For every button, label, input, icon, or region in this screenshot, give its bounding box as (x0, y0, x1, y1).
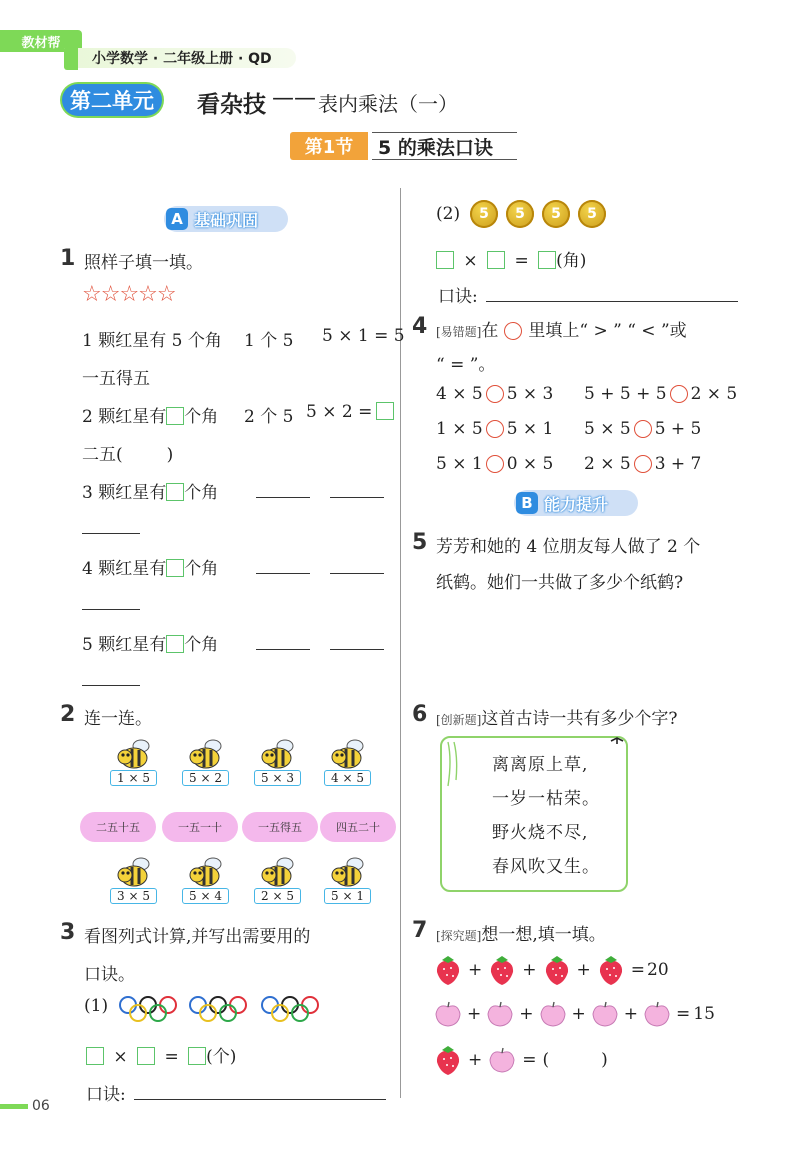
flower-cloud[interactable]: 二五十五 (80, 812, 156, 842)
q5-line2: 纸鹤。她们一共做了多少个纸鹤? (436, 573, 684, 593)
q1-row4-blank-2[interactable] (330, 572, 384, 574)
bee-expression: 5 × 3 (254, 770, 301, 786)
strawberry-icon (434, 954, 462, 986)
column-divider (400, 188, 401, 1098)
q1-row3-blank-2[interactable] (330, 496, 384, 498)
q1-row4-text-b: 个角 (184, 559, 219, 579)
q6-tag: [创新题] (436, 713, 482, 727)
q7-number: 7 (412, 918, 428, 943)
q2-number: 2 (60, 702, 76, 727)
poem-line: 一岁一枯荣。 (492, 789, 600, 809)
part-a-letter: A (166, 208, 188, 230)
q4-number: 4 (412, 314, 428, 339)
coin-icon: 5 (578, 200, 606, 228)
section-label: 第1节 (290, 132, 368, 160)
q7-tag: [探究题] (436, 929, 482, 943)
bee-item (108, 856, 158, 910)
q4-expr: 5 × 3 (506, 384, 554, 404)
bee-item (322, 856, 372, 910)
unit-dash: —— (272, 86, 316, 111)
q1-row2-text-b: 个角 (184, 407, 219, 427)
q1-row2-koujue-b: ) (166, 445, 174, 465)
bee-icon (258, 738, 298, 770)
q6-prompt-text: 这首古诗一共有多少个字? (481, 709, 678, 729)
bee-expression: 5 × 2 (182, 770, 229, 786)
q3-part1-equation (86, 1042, 236, 1067)
poem-box (440, 736, 628, 892)
bee-icon (258, 856, 298, 888)
q6-number: 6 (412, 702, 428, 727)
q4-expr: 5 + 5 + 5 (584, 384, 667, 404)
plus-sign: + (467, 1004, 482, 1024)
bee-expression: 2 × 5 (254, 888, 301, 904)
coin-icon: 5 (542, 200, 570, 228)
q1-row2-text-a: 2 颗红星有 (82, 407, 167, 427)
equals-sign: = (676, 1004, 691, 1024)
q4-expr: 5 × 1 (436, 454, 483, 474)
unit-subtitle: 表内乘法（一） (318, 92, 458, 116)
q1-row5-text-a: 5 颗红星有 (82, 635, 167, 655)
q3-number: 3 (60, 920, 76, 945)
coin-icon: 5 (506, 200, 534, 228)
bee-expression: 5 × 1 (324, 888, 371, 904)
q3-part2-koujue-label: 口诀: (438, 287, 478, 307)
q4-prompt-c: “ = ”。 (436, 355, 496, 375)
plus-sign: + (468, 1050, 483, 1070)
q4-expr: 3 + 7 (654, 454, 702, 474)
bee-item (252, 856, 302, 910)
bird-icon (610, 736, 624, 746)
bee-expression: 3 × 5 (110, 888, 157, 904)
q1-row5-text-b: 个角 (184, 635, 219, 655)
strawberry-icon (488, 954, 516, 986)
part-a-header (164, 206, 288, 232)
q2-top-row (108, 738, 388, 792)
q4-compare-circle[interactable] (670, 385, 688, 403)
poem-line: 春风吹又生。 (492, 857, 600, 877)
q3-prompt-a: 看图列式计算,并写出需要用的 (84, 927, 311, 947)
q4-compare-circle[interactable] (486, 385, 504, 403)
equals-sign: = (522, 1050, 537, 1070)
q7-row1-result: 20 (647, 960, 669, 980)
q1-row5-blank-1[interactable] (256, 648, 310, 650)
q1-row5-answer-box[interactable] (166, 635, 184, 653)
plus-sign: + (623, 1004, 638, 1024)
q3-part2-equation (436, 246, 586, 271)
apple-icon (643, 1000, 671, 1028)
q1-row2-eq: 5 × 2 = (306, 402, 373, 422)
q5-number: 5 (412, 530, 428, 555)
plus-sign: + (576, 960, 591, 980)
part-a-title: 基础巩固 (194, 210, 259, 230)
q4-expr: 0 × 5 (506, 454, 554, 474)
book-badge: 教材帮 (0, 30, 82, 52)
q7-prompt (436, 920, 606, 945)
unit-title: 看杂技 (197, 92, 266, 118)
equals-sign: = (164, 1047, 179, 1067)
q1-number: 1 (60, 246, 76, 271)
q1-row4-blank-1[interactable] (256, 572, 310, 574)
q3-p1-box-c[interactable] (188, 1047, 206, 1065)
bee-icon (186, 738, 226, 770)
q1-row2-koujue (82, 440, 173, 465)
apple-icon (434, 1000, 462, 1028)
q7-row3-close: ) (601, 1050, 608, 1070)
strawberry-icon (543, 954, 571, 986)
q4-expr: 2 × 5 (584, 454, 631, 474)
poem-line: 离离原上草, (492, 755, 589, 775)
q7-row3-open: ( (542, 1050, 550, 1070)
equals-sign: = (514, 251, 529, 271)
footer-bar (0, 1104, 28, 1109)
q4-compare-circle[interactable] (634, 455, 652, 473)
strawberry-icon (434, 1044, 462, 1076)
q5-line1: 芳芳和她的 4 位朋友每人做了 2 个 (436, 537, 701, 557)
q7-prompt-text: 想一想,填一填。 (481, 925, 606, 945)
plus-sign: + (468, 960, 483, 980)
willow-icon (444, 740, 468, 790)
times-sign: × (113, 1047, 128, 1067)
flower-cloud[interactable]: 一五一十 (162, 812, 238, 842)
q3-p1-box-a[interactable] (86, 1047, 104, 1065)
q4-expr: 5 × 1 (506, 419, 554, 439)
plus-sign: + (519, 1004, 534, 1024)
q3-p2-box-b[interactable] (487, 251, 505, 269)
q4-expr: 4 × 5 (436, 384, 483, 404)
flower-cloud[interactable]: 四五二十 (320, 812, 396, 842)
q1-row4-answer-box[interactable] (166, 559, 184, 577)
q1-example-a: 1 颗红星有 5 个角 (82, 331, 222, 351)
bee-item (252, 738, 302, 792)
bee-icon (186, 856, 226, 888)
q4-row (584, 384, 737, 404)
q3-p1-unit: (个) (206, 1047, 237, 1067)
q4-row (436, 419, 553, 439)
q1-row3-answer-box[interactable] (166, 483, 184, 501)
q4-row (436, 454, 553, 474)
q1-row5-blank-2[interactable] (330, 648, 384, 650)
bee-expression: 4 × 5 (324, 770, 371, 786)
page-number: 06 (32, 1098, 50, 1114)
book-title: 小学数学 · 二年级上册 · QD (92, 51, 272, 67)
q1-row4-blank-3[interactable] (82, 608, 140, 610)
q4-expr: 2 × 5 (690, 384, 738, 404)
bee-item (108, 738, 158, 792)
bee-expression: 1 × 5 (110, 770, 157, 786)
q7-row3 (434, 1044, 608, 1076)
apple-icon (486, 1000, 514, 1028)
q1-row2-koujue-a: 二五( (82, 445, 123, 465)
q3-p2-unit: (角) (556, 251, 587, 271)
bee-icon (114, 738, 154, 770)
q1-stars: ☆☆☆☆☆ (82, 282, 176, 307)
q1-row2-product-box[interactable] (376, 402, 394, 420)
equals-sign: = (630, 960, 645, 980)
q4-row (584, 419, 701, 439)
q4-compare-circle[interactable] (634, 420, 652, 438)
q1-example-c: 5 × 1 = 5 (322, 326, 405, 346)
q4-compare-circle[interactable] (486, 420, 504, 438)
q1-row4-text-a: 4 颗红星有 (82, 559, 167, 579)
q4-compare-circle[interactable] (486, 455, 504, 473)
unit-label: 第二单元 (62, 84, 162, 116)
q1-row3-blank-1[interactable] (256, 496, 310, 498)
strawberry-icon (597, 954, 625, 986)
bee-item (180, 856, 230, 910)
q7-row2 (434, 1000, 715, 1028)
q1-row4 (82, 554, 218, 579)
bee-expression: 5 × 4 (182, 888, 229, 904)
bee-item (180, 738, 230, 792)
q7-row2-result: 15 (693, 1004, 715, 1024)
section-title: 5 的乘法口诀 (372, 132, 517, 160)
q3-prompt-b: 口诀。 (84, 965, 135, 985)
coin-row (470, 200, 610, 230)
q3-p2-box-a[interactable] (436, 251, 454, 269)
q4-prompt-a: 在 (481, 321, 499, 341)
times-sign: × (463, 251, 478, 271)
q7-row1 (434, 954, 669, 986)
q3-p2-box-c[interactable] (538, 251, 556, 269)
q1-row2-c: 2 个 5 (244, 407, 294, 427)
q3-part1-koujue-blank[interactable] (134, 1098, 386, 1100)
olympic-rings-icon (118, 994, 178, 1024)
q6-prompt (436, 704, 678, 729)
q2-bottom-row (108, 856, 388, 910)
q1-row5-blank-3[interactable] (82, 684, 140, 686)
apple-icon (539, 1000, 567, 1028)
q4-row (584, 454, 701, 474)
bee-item (322, 738, 372, 792)
q4-expr: 5 + 5 (654, 419, 702, 439)
q1-row2-answer-box[interactable] (166, 407, 184, 425)
q1-example-b: 1 个 5 (244, 331, 294, 351)
q3-part2-koujue-blank[interactable] (486, 300, 738, 302)
q1-example-d: 一五得五 (82, 369, 150, 389)
q1-row3-blank-3[interactable] (82, 532, 140, 534)
q1-prompt: 照样子填一填。 (84, 253, 203, 273)
circle-icon (504, 322, 522, 340)
part-b-title: 能力提升 (544, 494, 609, 514)
q3-part1-label: (1) (84, 996, 109, 1016)
part-b-header (514, 490, 638, 516)
q2-prompt: 连一连。 (84, 709, 152, 729)
plus-sign: + (522, 960, 537, 980)
flower-cloud[interactable]: 一五得五 (242, 812, 318, 842)
q3-part2-label: (2) (436, 204, 461, 224)
q1-row3-text-b: 个角 (184, 483, 219, 503)
q1-row2 (82, 402, 218, 427)
bee-icon (328, 856, 368, 888)
olympic-rings-icon (188, 994, 248, 1024)
bee-icon (328, 738, 368, 770)
q3-p1-box-b[interactable] (137, 1047, 155, 1065)
olympic-rings-icon (260, 994, 320, 1024)
q1-row5 (82, 630, 218, 655)
q1-row3-text-a: 3 颗红星有 (82, 483, 167, 503)
bee-icon (114, 856, 154, 888)
q4-expr: 1 × 5 (436, 419, 483, 439)
q4-prompt (436, 316, 687, 341)
q4-row (436, 384, 553, 404)
plus-sign: + (571, 1004, 586, 1024)
coin-icon: 5 (470, 200, 498, 228)
part-b-letter: B (516, 492, 538, 514)
q4-prompt-b: 里填上“ > ” “ < ”或 (528, 321, 687, 341)
header-ribbon-accent (64, 46, 78, 70)
poem-line: 野火烧不尽, (492, 823, 589, 843)
q4-expr: 5 × 5 (584, 419, 631, 439)
q1-row3 (82, 478, 218, 503)
apple-icon (488, 1046, 516, 1074)
q3-part1-koujue-label: 口诀: (86, 1085, 126, 1105)
q4-tag: [易错题] (436, 325, 482, 339)
q1-row2-d (306, 402, 394, 422)
apple-icon (591, 1000, 619, 1028)
